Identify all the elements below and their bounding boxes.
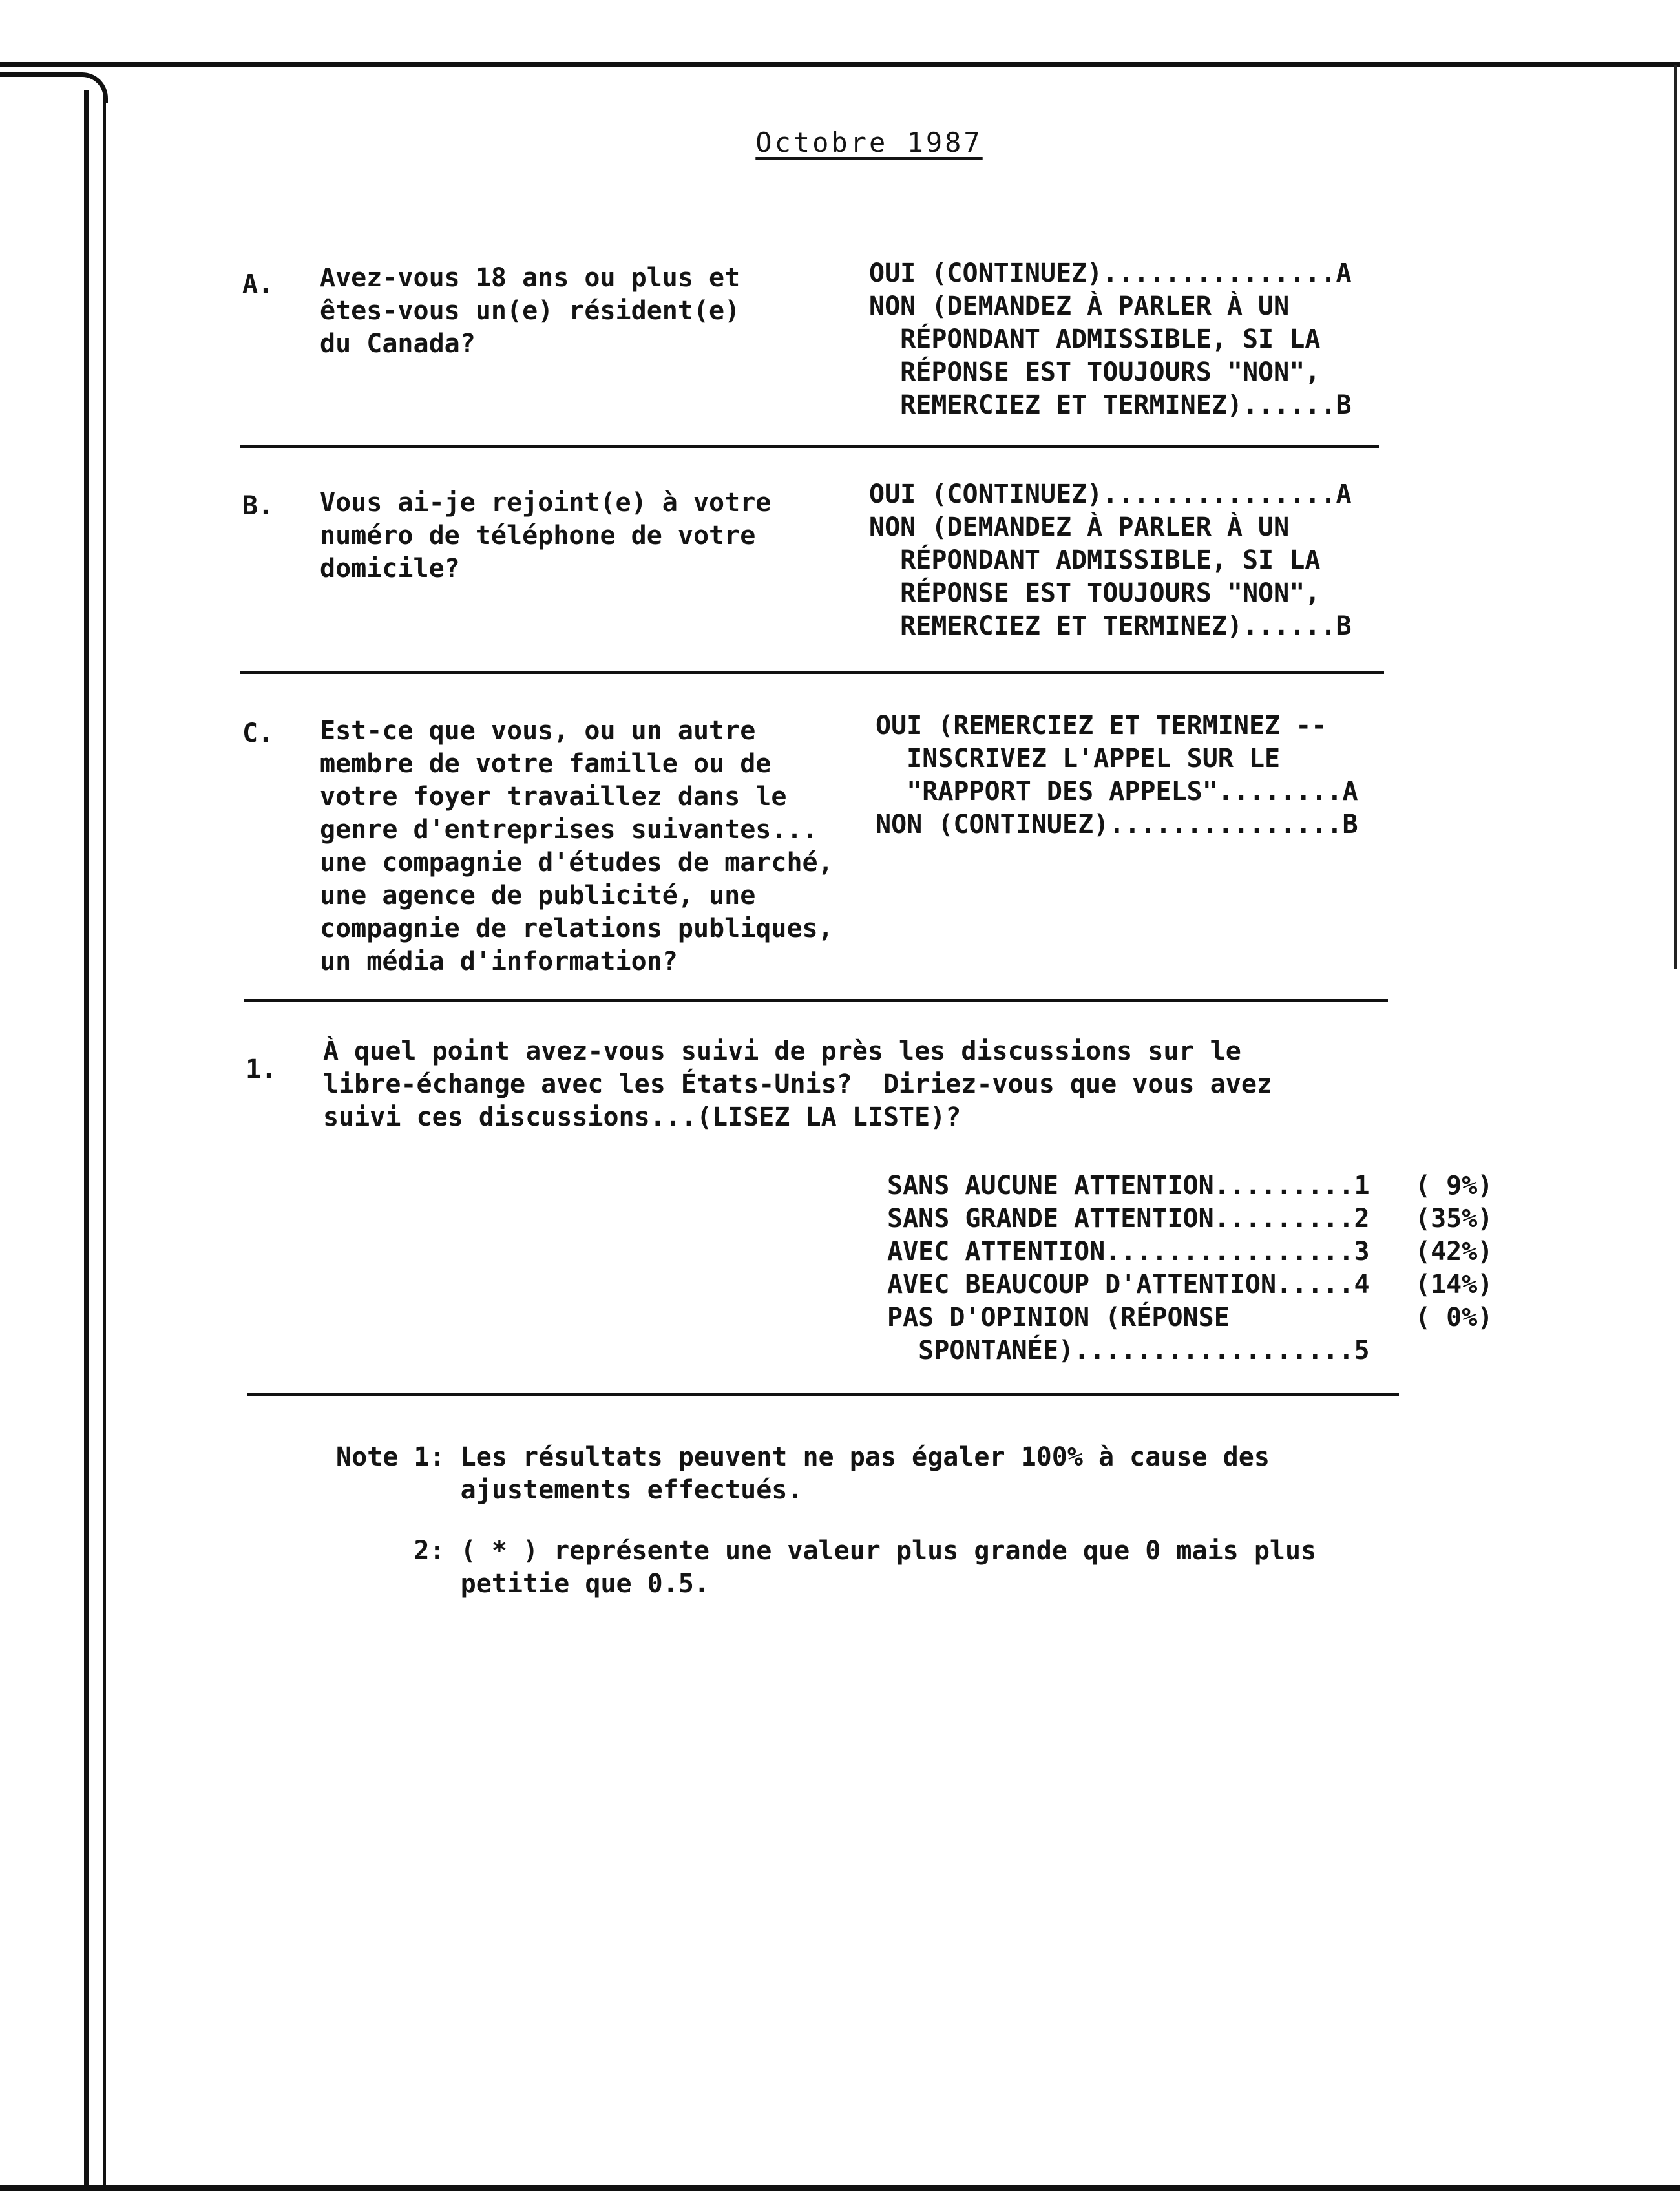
answer-line: "RAPPORT DES APPELS"........A (876, 777, 1358, 806)
note-1 (336, 1441, 1270, 1507)
question-1-text (323, 1035, 1272, 1134)
question-a (242, 268, 273, 301)
question-c-text (320, 715, 834, 978)
answer-line: NON (DEMANDEZ À PARLER À UN (869, 291, 1290, 321)
answer-line: OUI (REMERCIEZ ET TERMINEZ -- (876, 711, 1327, 741)
question-label: C. (242, 719, 274, 748)
option-percent: (14%) (1415, 1270, 1493, 1299)
option-line: SPONTANÉE)..................5 (887, 1336, 1370, 1365)
answer-line: REMERCIEZ ET TERMINEZ)......B (869, 390, 1352, 420)
question-line: une agence de publicité, une (320, 881, 756, 910)
question-c-answers (876, 710, 1358, 841)
answer-line: OUI (CONTINUEZ)...............A (869, 479, 1352, 509)
answer-line: RÉPONDANT ADMISSIBLE, SI LA (869, 545, 1321, 575)
page-border-bottom (0, 2185, 1680, 2191)
question-line: membre de votre famille ou de (320, 749, 772, 779)
question-line: Est-ce que vous, ou un autre (320, 716, 756, 746)
answer-line: NON (DEMANDEZ À PARLER À UN (869, 512, 1290, 542)
option-percent: (42%) (1415, 1237, 1493, 1267)
question-c (242, 717, 273, 750)
question-label: B. (242, 491, 274, 521)
answer-line: RÉPONSE EST TOUJOURS "NON", (869, 357, 1321, 387)
section-divider (244, 999, 1388, 1002)
option-line: AVEC BEAUCOUP D'ATTENTION.....4 (887, 1270, 1370, 1299)
answer-line: RÉPONSE EST TOUJOURS "NON", (869, 578, 1321, 608)
question-line: suivi ces discussions...(LISEZ LA LISTE)? (323, 1102, 961, 1132)
page-border-top (0, 62, 1680, 67)
question-line: Vous ai-je rejoint(e) à votre (320, 488, 772, 518)
option-line: AVEC ATTENTION................3 (887, 1237, 1370, 1267)
note-line: 2: ( * ) représente une valeur plus grande que 0 mais plus (336, 1536, 1317, 1566)
question-b-text (320, 487, 771, 585)
question-1-options (887, 1170, 1370, 1367)
question-line: êtes-vous un(e) résident(e) (320, 296, 740, 326)
option-percent: ( 0%) (1415, 1303, 1493, 1332)
question-line: libre-échange avec les États-Unis? Diriez-vous que vous avez (323, 1069, 1273, 1099)
question-1 (246, 1053, 277, 1086)
question-b (242, 490, 273, 523)
answer-line: INSCRIVEZ L'APPEL SUR LE (876, 744, 1281, 773)
page-border-left (84, 90, 89, 2187)
note-line: Note 1: Les résultats peuvent ne pas égaler 100% à cause des (336, 1442, 1270, 1472)
question-line: du Canada? (320, 329, 476, 359)
question-label: 1. (246, 1055, 277, 1084)
answer-line: NON (CONTINUEZ)...............B (876, 810, 1358, 839)
option-percent: ( 9%) (1415, 1171, 1493, 1201)
question-line: numéro de téléphone de votre (320, 521, 756, 551)
question-line: une compagnie d'études de marché, (320, 848, 834, 878)
option-line: PAS D'OPINION (RÉPONSE (887, 1303, 1230, 1332)
page-border-corner (0, 72, 108, 103)
option-line: SANS AUCUNE ATTENTION.........1 (887, 1171, 1370, 1201)
question-a-text (320, 262, 740, 361)
question-line: À quel point avez-vous suivi de près les discussions sur le (323, 1036, 1241, 1066)
answer-line: OUI (CONTINUEZ)...............A (869, 258, 1352, 288)
note-line: petitie que 0.5. (336, 1569, 709, 1599)
question-line: compagnie de relations publiques, (320, 914, 834, 943)
question-1-percentages (1415, 1170, 1493, 1334)
section-divider (240, 445, 1379, 448)
section-divider (247, 1393, 1399, 1396)
note-2 (336, 1535, 1316, 1601)
section-divider (240, 671, 1384, 674)
question-line: votre foyer travaillez dans le (320, 782, 787, 812)
answer-line: RÉPONDANT ADMISSIBLE, SI LA (869, 324, 1321, 354)
option-line: SANS GRANDE ATTENTION.........2 (887, 1204, 1370, 1234)
question-line: Avez-vous 18 ans ou plus et (320, 263, 740, 293)
question-line: domicile? (320, 554, 460, 583)
question-label: A. (242, 269, 274, 299)
note-line: ajustements effectués. (336, 1475, 803, 1505)
option-percent: (35%) (1415, 1204, 1493, 1234)
question-b-answers (869, 478, 1352, 643)
question-line: genre d'entreprises suivantes... (320, 815, 818, 845)
page-border-right (1674, 65, 1677, 969)
question-line: un média d'information? (320, 947, 678, 976)
page-title: Octobre 1987 (755, 127, 983, 158)
page-border-left-inner (103, 90, 106, 2187)
answer-line: REMERCIEZ ET TERMINEZ)......B (869, 611, 1352, 641)
question-a-answers (869, 257, 1352, 422)
